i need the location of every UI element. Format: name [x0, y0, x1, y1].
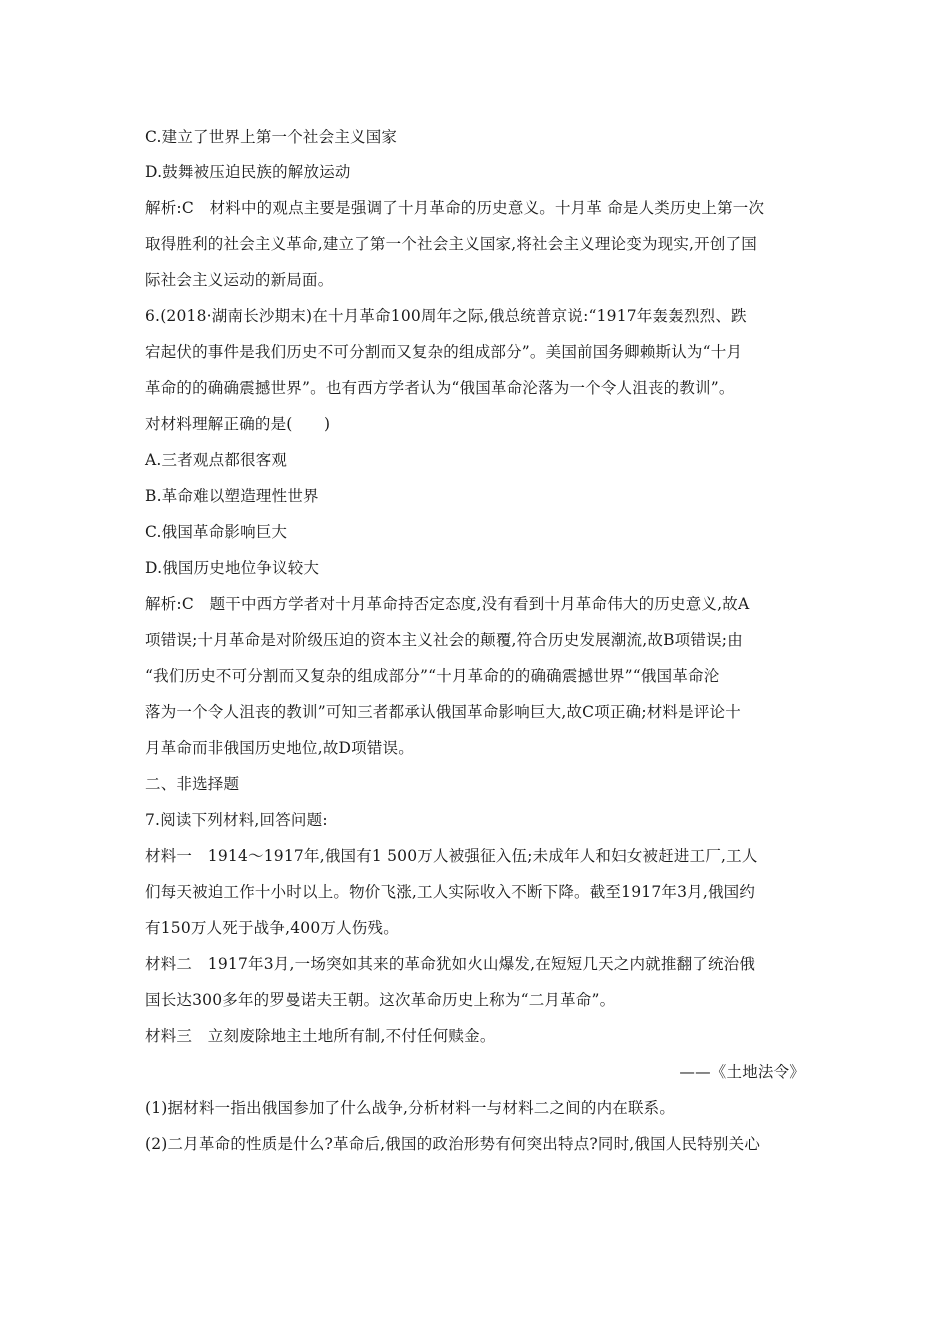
material-3-line-1: 材料三 立刻废除地主土地所有制,不付任何赎金。 [145, 1027, 496, 1045]
analysis-6-line-1: 解析:C 题干中西方学者对十月革命持否定态度,没有看到十月革命伟大的历史意义,故A [145, 595, 750, 613]
material-1-line-1: 材料一 1914～1917年,俄国有1 500万人被强征入伍;未成年人和妇女被赶进工厂,工人 [145, 847, 758, 865]
analysis-6-line-2: 项错误;十月革命是对阶级压迫的资本主义社会的颠覆,符合历史发展潮流,故B项错误;由 [145, 631, 743, 649]
question-6-line-2: 宕起伏的事件是我们历史不可分割而又复杂的组成部分”。美国前国务卿赖斯认为“十月 [145, 343, 743, 361]
question-6-stem: 对材料理解正确的是( ) [145, 415, 331, 433]
analysis-5-line-3: 际社会主义运动的新局面。 [145, 271, 334, 289]
material-1-line-2: 们每天被迫工作十小时以上。物价飞涨,工人实际收入不断下降。截至1917年3月,俄国约 [145, 883, 756, 901]
material-3-source: ——《土地法令》 [679, 1063, 805, 1081]
section-heading: 二、非选择题 [145, 775, 240, 793]
material-2-line-1: 材料二 1917年3月,一场突如其来的革命犹如火山爆发,在短短几天之内就推翻了统治俄 [145, 955, 756, 973]
question-6-line-1: 6.(2018·湖南长沙期末)在十月革命100周年之际,俄总统普京说:“1917年轰轰烈烈、跌 [145, 307, 747, 325]
material-2-line-2: 国长达300多年的罗曼诺夫王朝。这次革命历史上称为“二月革命”。 [145, 991, 616, 1009]
analysis-5-line-2: 取得胜利的社会主义革命,建立了第一个社会主义国家,将社会主义理论变为现实,开创了国 [145, 235, 757, 253]
option-d-prev: D.鼓舞被压迫民族的解放运动 [145, 163, 351, 181]
question-7-stem: 7.阅读下列材料,回答问题: [145, 811, 328, 829]
analysis-6-line-3: “我们历史不可分割而又复杂的组成部分”“十月革命的的确确震撼世界”“俄国革命沦 [145, 667, 720, 685]
material-1-line-3: 有150万人死于战争,400万人伤残。 [145, 919, 399, 937]
analysis-5-line-1: 解析:C 材料中的观点主要是强调了十月革命的历史意义。十月革 命是人类历史上第一次 [145, 199, 765, 217]
question-6-line-3: 革命的的确确震撼世界”。也有西方学者认为“俄国革命沦落为一个令人沮丧的教训”。 [145, 379, 735, 397]
analysis-6-line-5: 月革命而非俄国历史地位,故D项错误。 [145, 739, 414, 757]
question-6-option-a: A.三者观点都很客观 [145, 451, 288, 469]
analysis-6-line-4: 落为一个令人沮丧的教训”可知三者都承认俄国革命影响巨大,故C项正确;材料是评论十 [145, 703, 741, 721]
option-c-prev: C.建立了世界上第一个社会主义国家 [145, 128, 398, 146]
question-6-option-b: B.革命难以塑造理性世界 [145, 487, 319, 505]
question-7-sub-1: (1)据材料一指出俄国参加了什么战争,分析材料一与材料二之间的内在联系。 [145, 1099, 676, 1117]
question-7-sub-2: (2)二月革命的性质是什么?革命后,俄国的政治形势有何突出特点?同时,俄国人民特别关心 [145, 1135, 761, 1153]
question-6-option-d: D.俄国历史地位争议较大 [145, 559, 320, 577]
question-6-option-c: C.俄国革命影响巨大 [145, 523, 288, 541]
